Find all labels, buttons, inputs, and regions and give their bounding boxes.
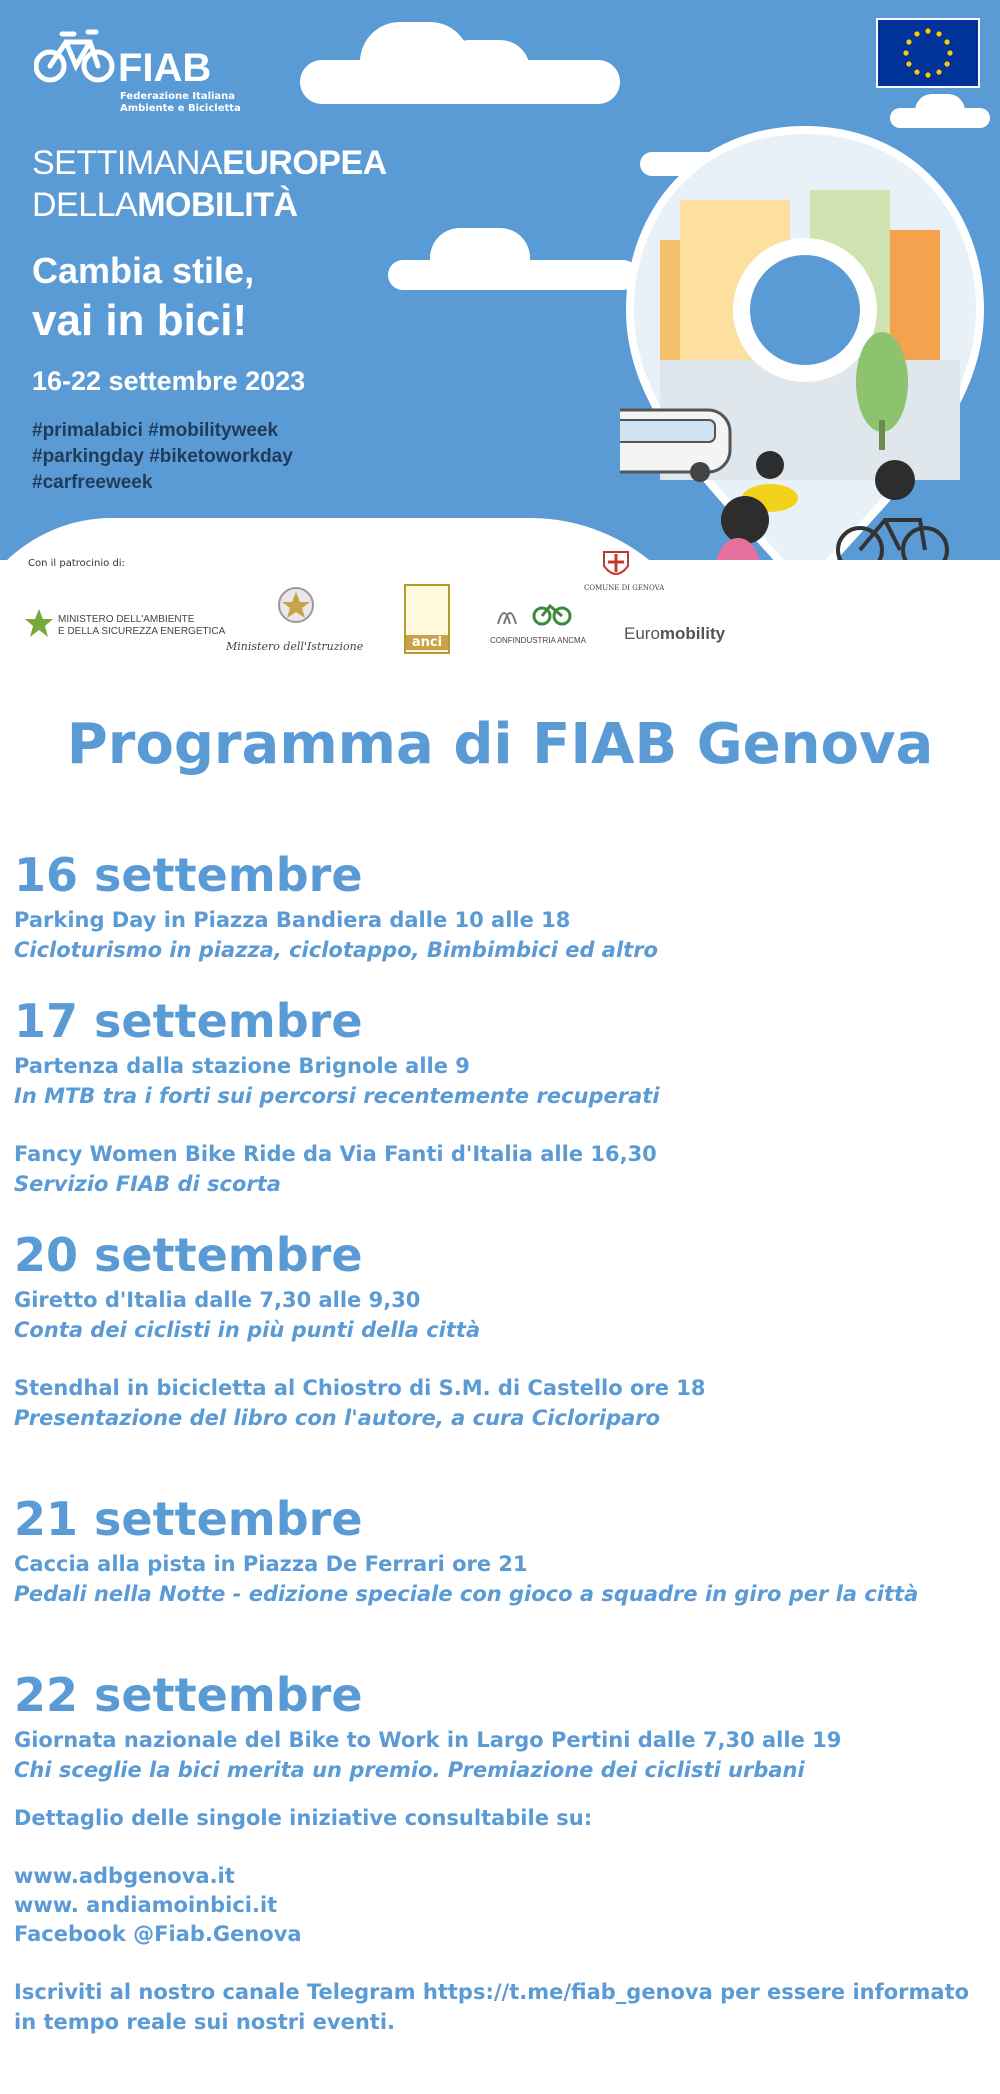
day-heading: 16 settembre xyxy=(14,848,363,902)
eu-flag-icon xyxy=(876,18,980,88)
eu-star-icon xyxy=(906,61,911,66)
event-banner xyxy=(0,0,1000,660)
org-name: FIAB xyxy=(118,46,212,90)
title-light: DELLA xyxy=(32,186,138,224)
emblem-icon xyxy=(276,584,316,626)
event-description: Conta dei ciclisti in più punti della città xyxy=(14,1318,481,1342)
event-dates: 16-22 settembre 2023 xyxy=(32,366,306,396)
map-pin-illustration xyxy=(620,120,990,600)
hashtag-line: #parkingday #biketoworkday xyxy=(32,446,293,467)
anci-label: anci xyxy=(406,635,448,650)
event-title: Partenza dalla stazione Brignole alle 9 xyxy=(14,1054,470,1078)
event-description: Presentazione del libro con l'autore, a cura Cicloriparo xyxy=(14,1406,661,1430)
details-label: Dettaglio delle singole iniziative consultabile su: xyxy=(14,1806,593,1830)
euromobility-b: mobility xyxy=(659,624,726,643)
event-title: Giretto d'Italia dalle 7,30 alle 9,30 xyxy=(14,1288,421,1312)
ministero-istruzione-logo: Ministero dell'Istruzione xyxy=(226,640,364,653)
ministero-ambiente-logo: MINISTERO DELL'AMBIENTE xyxy=(58,614,195,625)
eu-star-icon xyxy=(925,72,930,77)
event-title: Fancy Women Bike Ride da Via Fanti d'Italia alle 16,30 xyxy=(14,1142,657,1166)
cloud xyxy=(440,40,530,100)
event-title: Parking Day in Piazza Bandiera dalle 10 alle 18 xyxy=(14,908,571,932)
day-heading: 17 settembre xyxy=(14,994,363,1048)
org-full-name-1: Federazione Italiana xyxy=(120,91,236,102)
telegram-invite: in tempo reale sui nostri eventi. xyxy=(14,2010,395,2034)
eu-star-icon xyxy=(903,50,908,55)
anci-logo xyxy=(404,584,450,654)
facebook-link[interactable]: Facebook @Fiab.Genova xyxy=(14,1922,302,1946)
telegram-invite[interactable]: Iscriviti al nostro canale Telegram https://t.me/fiab_genova per essere informato xyxy=(14,1980,970,2004)
event-description: Cicloturismo in piazza, ciclotappo, Bimbimbici ed altro xyxy=(14,938,658,962)
confindustria-logo: CONFINDUSTRIA ANCMA xyxy=(490,636,587,645)
event-title: Caccia alla pista in Piazza De Ferrari ore 21 xyxy=(14,1552,528,1576)
program-title: Programma di FIAB Genova xyxy=(66,712,934,777)
website-link[interactable]: www.adbgenova.it xyxy=(14,1864,235,1888)
ministero-ambiente-logo: E DELLA SICUREZZA ENERGETICA xyxy=(58,626,226,637)
eu-star-icon xyxy=(936,69,941,74)
event-description: In MTB tra i forti sui percorsi recentemente recuperati xyxy=(14,1084,660,1108)
comune-logo: COMUNE DI GENOVA xyxy=(584,584,665,592)
patronage-label: Con il patrocinio di: xyxy=(28,558,125,569)
event-title-line2 xyxy=(32,186,298,225)
title-light: SETTIMANA xyxy=(32,144,223,182)
bicycle-logo-icon xyxy=(34,28,116,84)
eu-star-icon xyxy=(944,61,949,66)
hashtag-line: #primalabici #mobilityweek xyxy=(32,420,279,441)
event-title: Stendhal in bicicletta al Chiostro di S.M. di Castello ore 18 xyxy=(14,1376,706,1400)
eu-star-icon xyxy=(936,31,941,36)
day-heading: 21 settembre xyxy=(14,1492,363,1546)
euromobility-a: Euro xyxy=(624,624,660,643)
org-full-name-2: Ambiente e Bicicletta xyxy=(120,103,241,114)
event-description: Servizio FIAB di scorta xyxy=(14,1172,281,1196)
slogan-line1: Cambia stile, xyxy=(32,250,255,291)
event-description: Chi sceglie la bici merita un premio. Premiazione dei ciclisti urbani xyxy=(14,1758,805,1782)
eu-star-icon xyxy=(944,39,949,44)
cloud xyxy=(430,228,530,288)
eu-star-icon xyxy=(925,28,930,33)
eu-star-icon xyxy=(906,39,911,44)
euromobility-logo xyxy=(624,624,725,644)
event-title-line1 xyxy=(32,144,387,183)
title-bold: MOBILITÀ xyxy=(137,186,298,224)
event-description: Pedali nella Notte - edizione speciale con gioco a squadre in giro per la città xyxy=(14,1582,919,1606)
eu-star-icon xyxy=(947,50,952,55)
slogan-line2: vai in bici! xyxy=(32,296,248,345)
event-title: Giornata nazionale del Bike to Work in Largo Pertini dalle 7,30 alle 19 xyxy=(14,1728,842,1752)
day-heading: 22 settembre xyxy=(14,1668,363,1722)
day-heading: 20 settembre xyxy=(14,1228,363,1282)
eu-star-icon xyxy=(914,31,919,36)
title-bold: EUROPEA xyxy=(222,144,387,182)
website-link[interactable]: www. andiamoinbici.it xyxy=(14,1893,278,1917)
hashtag-line: #carfreeweek xyxy=(32,472,153,493)
star-logo-icon xyxy=(24,608,54,638)
eu-star-icon xyxy=(914,69,919,74)
confindustria-logo-icon xyxy=(494,598,574,628)
comune-crest-icon xyxy=(598,548,634,582)
